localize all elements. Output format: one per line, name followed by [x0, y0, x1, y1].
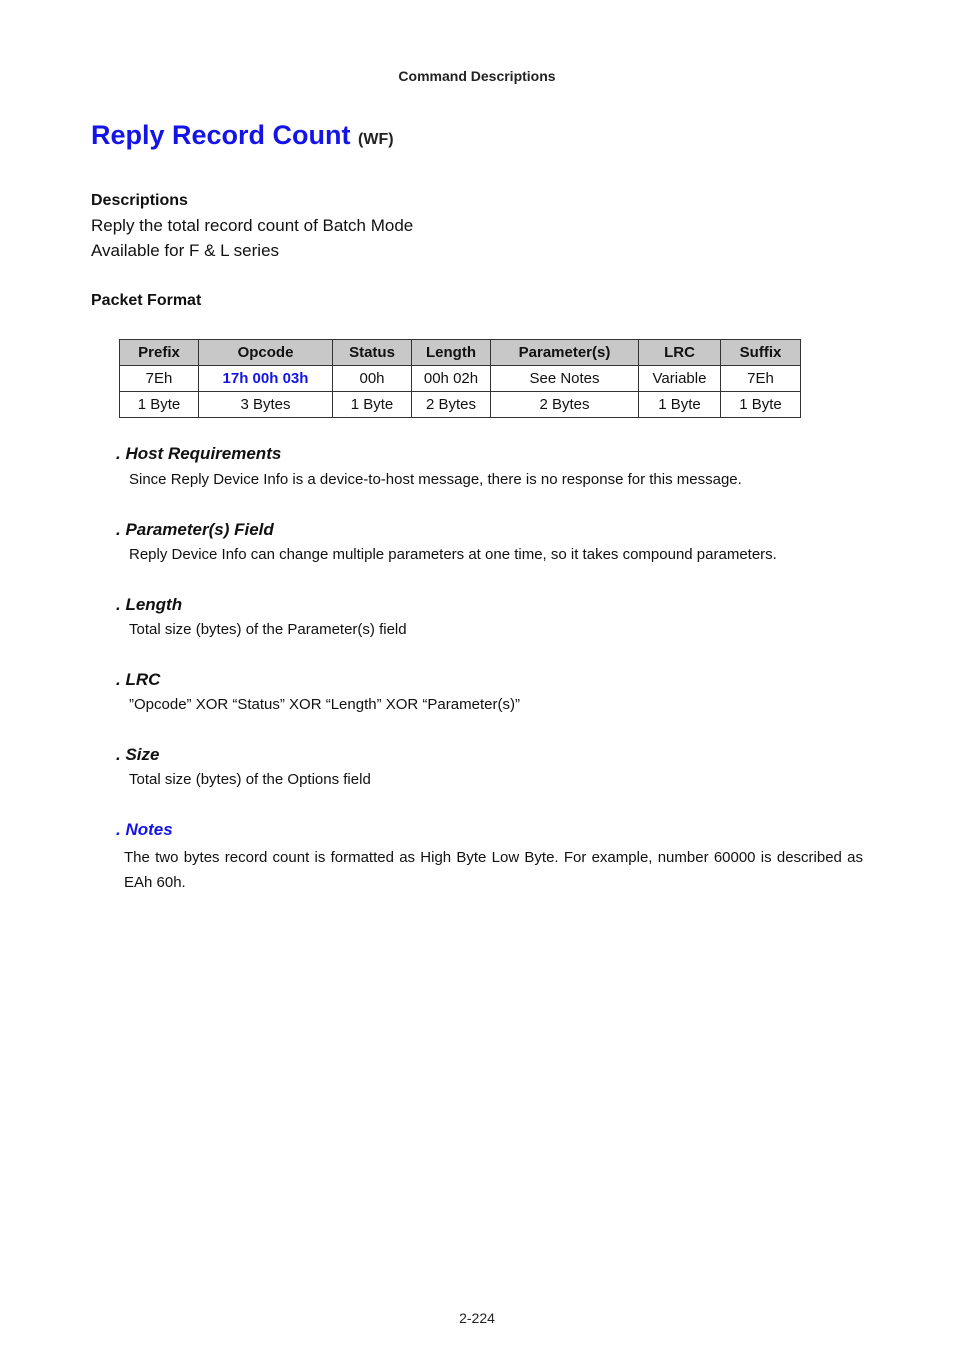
lrc-heading: . LRC	[116, 670, 161, 689]
packet-format-table	[119, 339, 801, 418]
table-row	[120, 392, 801, 418]
lrc-text: ”Opcode” XOR “Status” XOR “Length” XOR “Parameter(s)”	[129, 696, 520, 713]
running-header: Command Descriptions	[398, 68, 556, 84]
table-cell: 1 Byte	[639, 392, 721, 418]
table-header-row	[120, 340, 801, 366]
column-header-opcode: Opcode	[199, 340, 333, 366]
table-cell: 7Eh	[721, 366, 801, 392]
table-cell: 1 Byte	[721, 392, 801, 418]
descriptions-heading: Descriptions	[91, 192, 188, 209]
column-header-prefix: Prefix	[120, 340, 199, 366]
table-cell: 2 Bytes	[412, 392, 491, 418]
table-cell: Variable	[639, 366, 721, 392]
table-cell: 3 Bytes	[199, 392, 333, 418]
column-header-parameters: Parameter(s)	[491, 340, 639, 366]
length-text: Total size (bytes) of the Parameter(s) field	[129, 621, 407, 638]
table-cell: 1 Byte	[120, 392, 199, 418]
title-command-code: (WF)	[358, 131, 394, 148]
column-header-length: Length	[412, 340, 491, 366]
page-number: 2-224	[459, 1310, 495, 1326]
notes-text: The two bytes record count is formatted as High Byte Low Byte. For example, number 60000 is described as EAh 60h.	[124, 849, 863, 891]
notes-heading: . Notes	[116, 820, 173, 839]
table-cell: See Notes	[491, 366, 639, 392]
column-header-status: Status	[333, 340, 412, 366]
description-line-1: Reply the total record count of Batch Mode	[91, 216, 414, 235]
table-row	[120, 366, 801, 392]
title-main: Reply Record Count	[91, 120, 351, 150]
parameters-field-text: Reply Device Info can change multiple parameters at one time, so it takes compound parameters.	[129, 546, 777, 563]
host-requirements-heading: . Host Requirements	[116, 444, 282, 463]
table-cell-opcode-value: 17h 00h 03h	[199, 366, 333, 392]
host-requirements-text: Since Reply Device Info is a device-to-host message, there is no response for this message.	[129, 471, 742, 488]
table-cell: 2 Bytes	[491, 392, 639, 418]
column-header-lrc: LRC	[639, 340, 721, 366]
table-cell: 00h	[333, 366, 412, 392]
table-cell: 1 Byte	[333, 392, 412, 418]
column-header-suffix: Suffix	[721, 340, 801, 366]
length-heading: . Length	[116, 595, 183, 614]
packet-format-heading: Packet Format	[91, 292, 202, 309]
description-line-2: Available for F & L series	[91, 241, 280, 260]
table-cell: 00h 02h	[412, 366, 491, 392]
table-cell: 7Eh	[120, 366, 199, 392]
parameters-field-heading: . Parameter(s) Field	[116, 520, 274, 539]
size-heading: . Size	[116, 745, 160, 764]
size-text: Total size (bytes) of the Options field	[129, 771, 371, 788]
page-title	[91, 120, 394, 151]
